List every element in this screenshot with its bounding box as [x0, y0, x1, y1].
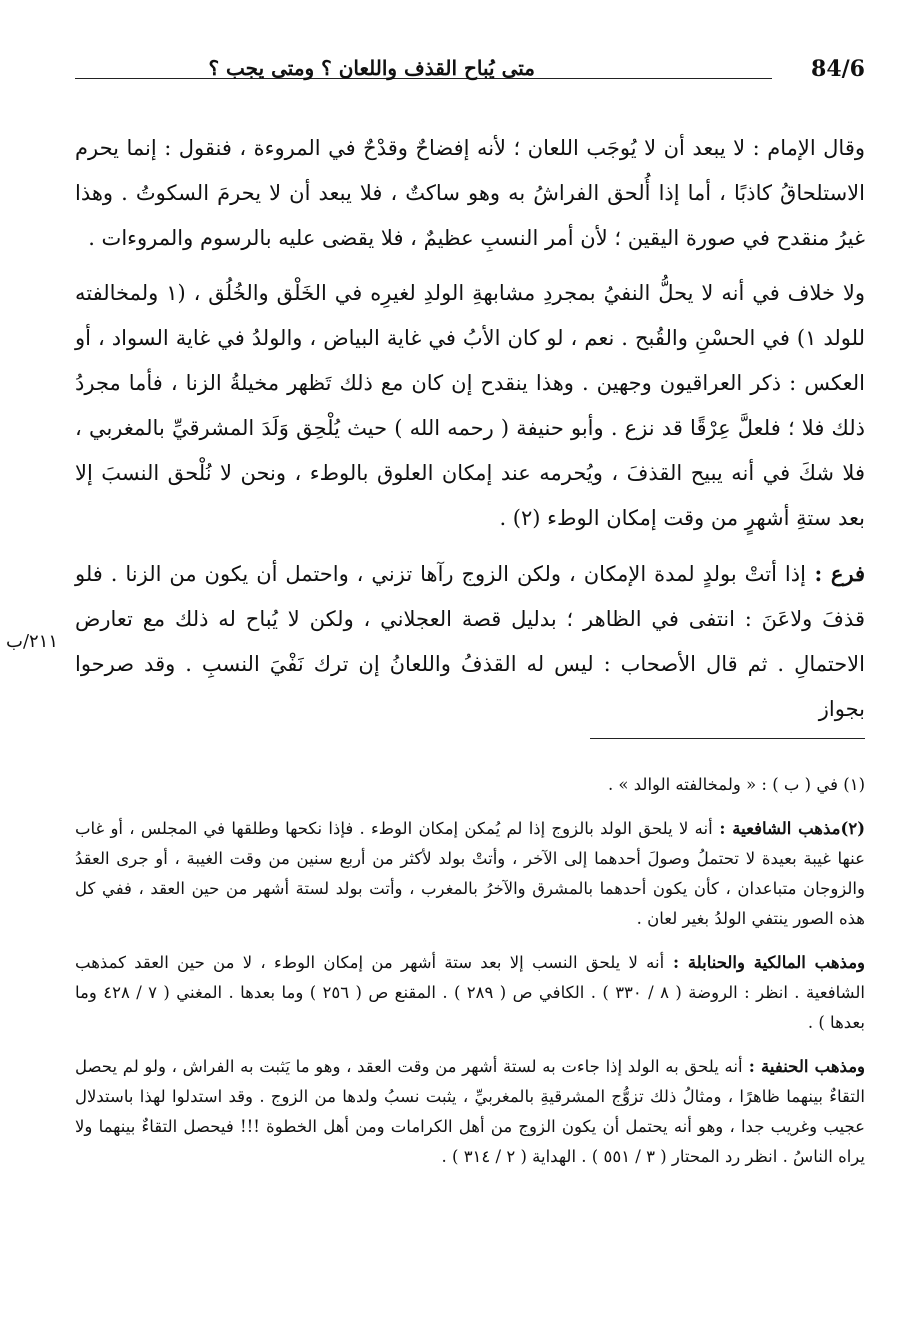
main-text [75, 126, 865, 732]
running-title: متى يُباح القذف واللعان ؟ ومتى يجب ؟ [208, 56, 535, 80]
footnote-hanafi [75, 1052, 865, 1172]
far-heading: فرع : [805, 561, 866, 586]
footnote-2 [75, 814, 865, 934]
paragraph-far [75, 551, 865, 732]
paragraph-far-continued: قذفَ ولاعَنَ : انتفى في الظاهر ؛ بدليل قصة العجلاني ، ولكن لا يُباح له ذلك مع تعارض الاحتمالِ . ثم قال الأصحاب : ليس له القذفُ واللعانُ إن ترك نَفْيَ النسبِ . وقد صرحوا بجواز [75, 607, 865, 721]
footnote-4-heading: ومذهب الحنفية : [742, 1057, 866, 1076]
paragraph-imam: وقال الإمام : لا يبعد أن لا يُوجَب اللعان ؛ لأنه إفضاحٌ وقدْحٌ في المروءة ، فنقول : إنما يحرم الاستلحاقُ كاذبًا ، أما إذا أُلحق الفراشُ به وهو ساكتٌ ، فلا يبعد أن لا يحرمَ السكوتُ . وهذا غيرُ منقدح في صورة اليقين ؛ لأن أمر النسبِ عظيمٌ ، فلا يقضى عليه بالرسوم والمروءات . [75, 136, 865, 250]
page-header [75, 50, 865, 90]
footnote-2-text: أنه لا يلحق الولد بالزوج إذا لم يُمكن إمكان الوطء . فإذا نكحها وطلقها في المجلس ، أو غاب عنها غيبة بعيدة لا تحتملُ وصولَ أحدهما إلى الآخر ، وأتتْ بولد لأكثر من أربع سنين من وقت الغيبة ، أو جرى العقدُ والزوجان متباعدان ، كأن يكون أحدهما بالمشرق والآخرُ بالمغرب ، وأتت بولد لستة أشهر من حين العقد ، ففي كل هذه الصور ينتفي الولدُ بغير لعان . [75, 819, 865, 928]
footnote-4-text: أنه يلحق به الولد إذا جاءت به لستة أشهر من وقت العقد ، وهو ما يَثبت به الفراش ، ولو لم يحصل التقاءٌ بينهما ظاهرًا ، ومثالُ ذلك تزوُّج المشرقيةِ بالمغربيِّ ، يثبت نسبُ ولدها من الزوج . وقد استدلوا لهذا باستدلال عجيب وغريب جدا ، وهو أنه يحتمل أن يكون الزوج من أهل الكرامات ومن أهل الخطوة !!! فيحصل التقاءٌ بينهما ولا يراه الناسُ . انظر رد المحتار ( ٣ / ٥٥١ ) . الهداية ( ٢ / ٣١٤ ) . [75, 1057, 865, 1166]
manuscript-folio-note: ٢١١/ب [6, 631, 59, 652]
footnote-2-heading: (٢)مذهب الشافعية : [712, 819, 865, 838]
footnotes [75, 770, 865, 1186]
paragraph-resemblance: ولا خلاف في أنه لا يحلُّ النفيُ بمجردِ مشابهةِ الولدِ لغيرِه في الخَلْق والخُلُق ، (١ ولمخالفته للولد ١) في الحسْنِ والقُبح . نعم ، لو كان الأبُ في غاية البياض ، والولدُ في غاية السواد ، أو العكس : ذكر العراقيون وجهين . وهذا ينقدح إن كان مع ذلك تَظهر مخيلةُ الزنا ، فأما مجردُ ذلك فلا ؛ فلعلَّ عِرْقًا قد نزع . وأبو حنيفة ( رحمه الله ) حيث يُلْحِق وَلَدَ المشرقيِّ بالمغربي ، فلا شكَ في أنه يبيح القذفَ ، ويُحرمه عند إمكان العلوق بالوطء ، ونحن لا نُلْحق النسبَ إلا بعد ستةِ أشهرٍ من وقت إمكان الوطء (٢) . [75, 281, 866, 530]
footnote-maliki-hanbali [75, 948, 865, 1038]
footnote-3-text: أنه لا يلحق النسب إلا بعد ستة أشهر من إمكان الوطء ، لا من حين العقد كمذهب الشافعية . انظر : الروضة ( ٨ / ٣٣٠ ) . الكافي ص ( ٢٨٩ ) . المقنع ص ( ٢٥٦ ) وما بعدها . المغني ( ٧ / ٤٢٨ وما بعدها ) . [75, 953, 865, 1032]
footnote-3-heading: ومذهب المالكية والحنابلة : [664, 953, 866, 972]
page-number: 84/6 [811, 56, 865, 82]
footnote-1: (١) في ( ب ) : « ولمخالفته الوالد » . [607, 775, 865, 794]
footnote-rule [590, 738, 865, 739]
far-text: إذا أتتْ بولدٍ لمدة الإمكان ، ولكن الزوج رآها تزني ، واحتمل أن يكون من الزنا . فلو [75, 562, 806, 586]
